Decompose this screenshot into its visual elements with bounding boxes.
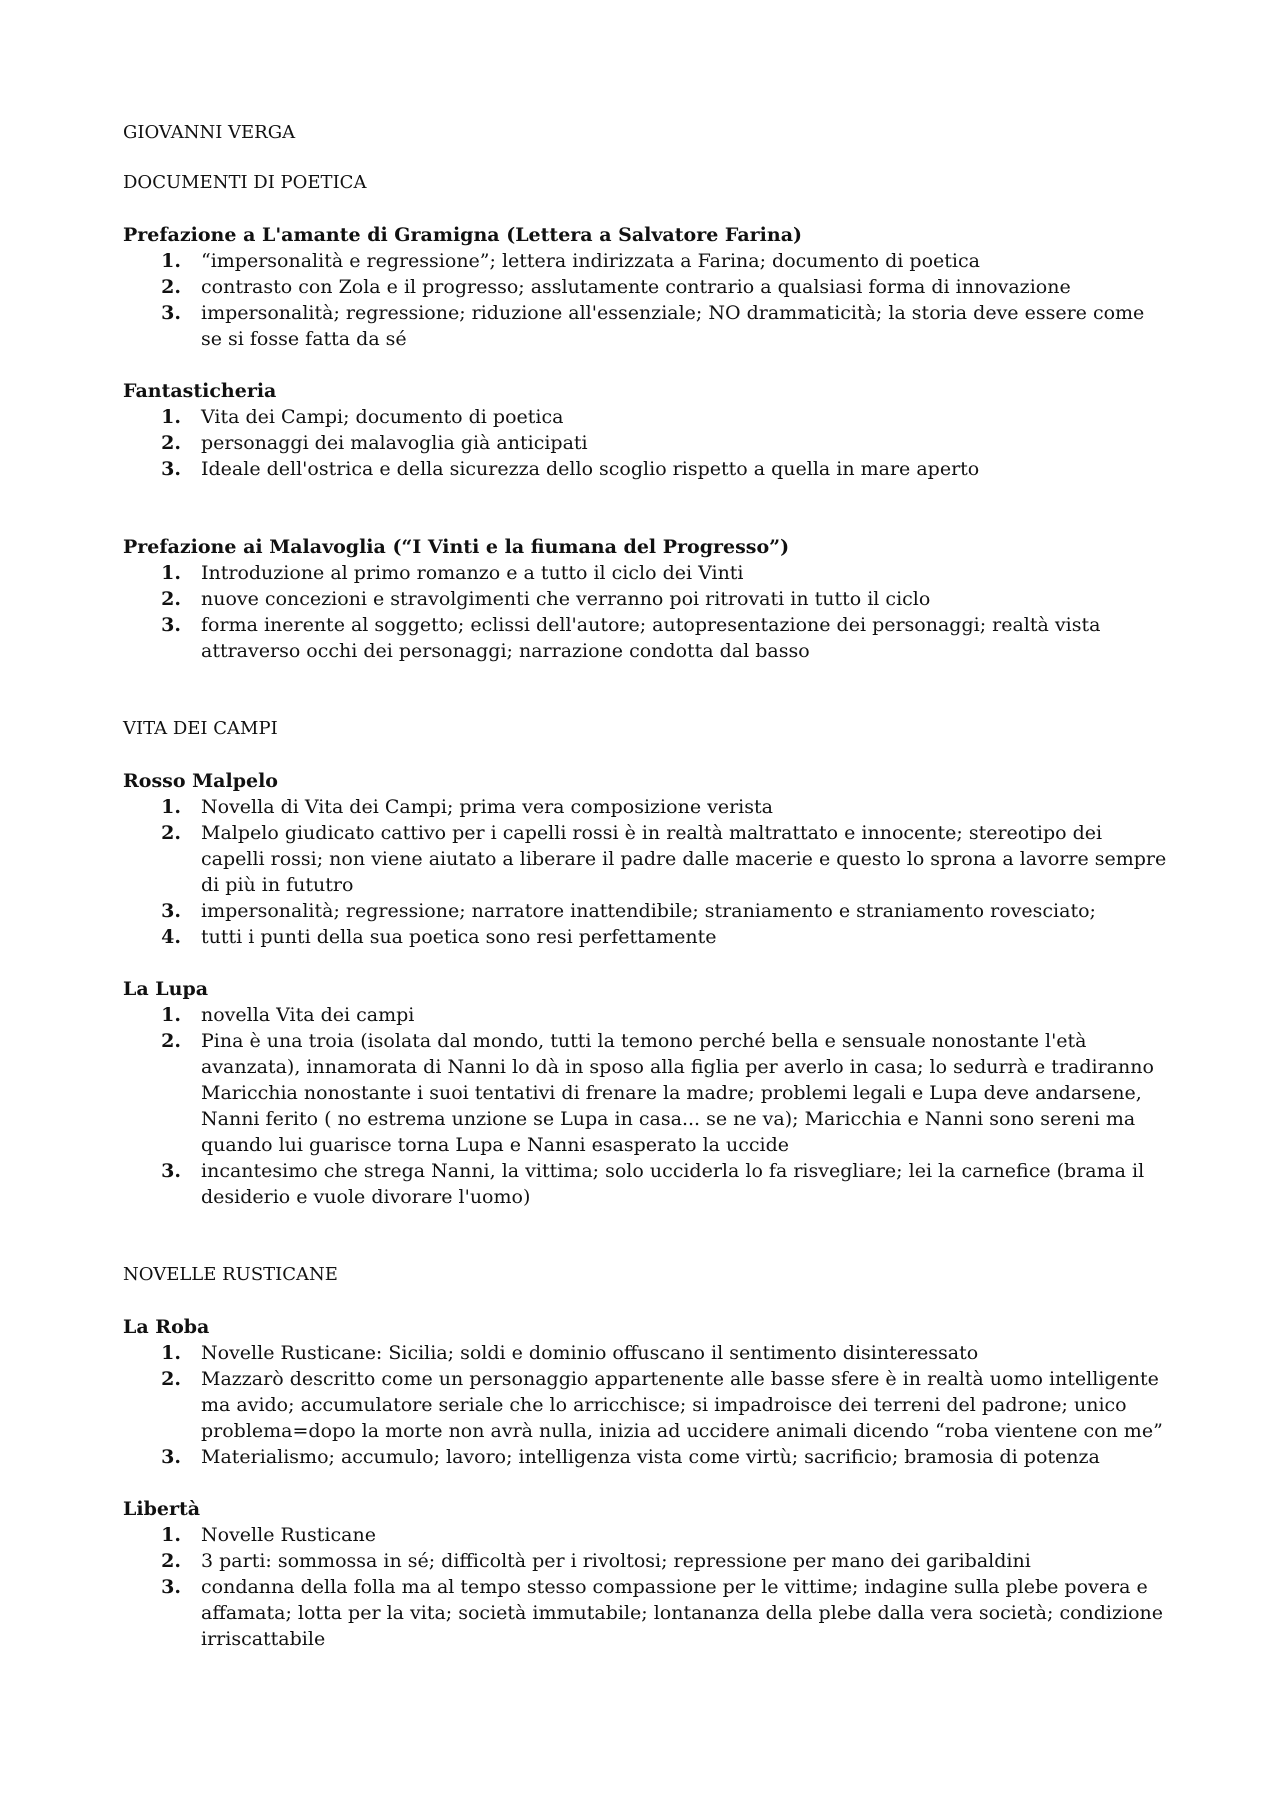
list-item bbox=[123, 1548, 1168, 1574]
work-title: Fantasticheria bbox=[123, 380, 277, 402]
point-list bbox=[123, 404, 1168, 482]
list-item-text: nuove concezioni e stravolgimenti che verranno poi ritrovati in tutto il ciclo bbox=[201, 588, 931, 610]
list-item bbox=[123, 1028, 1168, 1158]
list-item-text: Materialismo; accumulo; lavoro; intelligenza vista come virtù; sacrificio; bramosia di potenza bbox=[201, 1446, 1100, 1468]
list-item-number: 2. bbox=[161, 588, 181, 610]
work-title: Prefazione a L'amante di Gramigna (Lettera a Salvatore Farina) bbox=[123, 224, 803, 246]
section-heading: VITA DEI CAMPI bbox=[123, 718, 278, 739]
list-item bbox=[123, 924, 1168, 950]
list-item bbox=[123, 1002, 1168, 1028]
list-item-number: 2. bbox=[161, 822, 181, 844]
section-heading: NOVELLE RUSTICANE bbox=[123, 1264, 338, 1285]
list-item-text: Novelle Rusticane bbox=[201, 1524, 376, 1546]
section bbox=[123, 716, 1168, 1210]
list-item-text: Pina è una troia (isolata dal mondo, tutti la temono perché bella e sensuale nonostante l'età avanzata), innamorata di Nanni lo dà in sposo alla figlia per averlo in casa; lo sedurrà e tradiranno Maricchia nonostante i suoi tentativi di frenare la madre; problemi legali e Lupa deve andarsene, Nanni ferito ( no estrema unzione se Lupa in casa... se ne va); Maricchia e Nanni sono sereni ma quando lui guarisce torna Lupa e Nanni esasperato la uccide bbox=[201, 1030, 1154, 1156]
work-entry bbox=[123, 976, 1168, 1210]
list-item-number: 1. bbox=[161, 1004, 181, 1026]
list-item-text: Ideale dell'ostrica e della sicurezza dello scoglio rispetto a quella in mare aperto bbox=[201, 458, 980, 480]
list-item bbox=[123, 1366, 1168, 1444]
point-list bbox=[123, 248, 1168, 352]
point-list bbox=[123, 794, 1168, 950]
list-item-number: 2. bbox=[161, 276, 181, 298]
list-item bbox=[123, 586, 1168, 612]
list-item-text: “impersonalità e regressione”; lettera indirizzata a Farina; documento di poetica bbox=[201, 250, 980, 272]
work-entry bbox=[123, 378, 1168, 482]
list-item bbox=[123, 300, 1168, 352]
list-item-number: 1. bbox=[161, 1342, 181, 1364]
work-title: La Lupa bbox=[123, 978, 209, 1000]
list-item-text: tutti i punti della sua poetica sono resi perfettamente bbox=[201, 926, 717, 948]
document-page bbox=[123, 120, 1168, 1680]
list-item-number: 2. bbox=[161, 1368, 181, 1390]
list-item-number: 3. bbox=[161, 302, 181, 324]
list-item bbox=[123, 274, 1168, 300]
point-list bbox=[123, 1002, 1168, 1210]
list-item bbox=[123, 1340, 1168, 1366]
list-item-text: Introduzione al primo romanzo e a tutto il ciclo dei Vinti bbox=[201, 562, 744, 584]
list-item-number: 1. bbox=[161, 250, 181, 272]
work-entry bbox=[123, 1496, 1168, 1652]
section-heading: DOCUMENTI DI POETICA bbox=[123, 172, 367, 193]
work-entry bbox=[123, 1314, 1168, 1470]
list-item bbox=[123, 560, 1168, 586]
work-title: Prefazione ai Malavoglia (“I Vinti e la fiumana del Progresso”) bbox=[123, 536, 790, 558]
list-item-text: Novelle Rusticane: Sicilia; soldi e dominio offuscano il sentimento disinteressato bbox=[201, 1342, 979, 1364]
list-item-text: Mazzarò descritto come un personaggio appartenente alle basse sfere è in realtà uomo intelligente ma avido; accumulatore seriale che lo arricchisce; si impadroisce dei terreni del padrone; unico problema=dopo la morte non avrà nulla, inizia ad uccidere animali dicendo “roba vientene con me” bbox=[201, 1368, 1163, 1442]
list-item-text: forma inerente al soggetto; eclissi dell'autore; autopresentazione dei personaggi; realtà vista attraverso occhi dei personaggi; narrazione condotta dal basso bbox=[201, 614, 1101, 662]
work-entry bbox=[123, 222, 1168, 352]
list-item-number: 1. bbox=[161, 1524, 181, 1546]
list-item-number: 3. bbox=[161, 900, 181, 922]
list-item-number: 1. bbox=[161, 406, 181, 428]
list-item-number: 2. bbox=[161, 1030, 181, 1052]
list-item bbox=[123, 612, 1168, 664]
list-item bbox=[123, 898, 1168, 924]
list-item-text: Novella di Vita dei Campi; prima vera composizione verista bbox=[201, 796, 773, 818]
list-item-number: 3. bbox=[161, 1446, 181, 1468]
list-item-text: incantesimo che strega Nanni, la vittima; solo ucciderla lo fa risvegliare; lei la carnefice (brama il desiderio e vuole divorare l'uomo) bbox=[201, 1160, 1145, 1208]
work-title: Libertà bbox=[123, 1498, 201, 1520]
list-item-text: condanna della folla ma al tempo stesso compassione per le vittime; indagine sulla plebe povera e affamata; lotta per la vita; società immutabile; lontananza della plebe dalla vera società; condizione irriscattabile bbox=[201, 1576, 1164, 1650]
list-item bbox=[123, 248, 1168, 274]
work-entry bbox=[123, 534, 1168, 664]
point-list bbox=[123, 1340, 1168, 1470]
list-item bbox=[123, 1574, 1168, 1652]
list-item bbox=[123, 1444, 1168, 1470]
work-title: Rosso Malpelo bbox=[123, 770, 278, 792]
list-item-number: 3. bbox=[161, 1160, 181, 1182]
list-item-number: 3. bbox=[161, 458, 181, 480]
list-item-number: 1. bbox=[161, 562, 181, 584]
point-list bbox=[123, 1522, 1168, 1652]
list-item bbox=[123, 430, 1168, 456]
list-item-number: 2. bbox=[161, 432, 181, 454]
list-item-text: Vita dei Campi; documento di poetica bbox=[201, 406, 564, 428]
list-item-text: Malpelo giudicato cattivo per i capelli rossi è in realtà maltrattato e innocente; stereotipo dei capelli rossi; non viene aiutato a liberare il padre dalle macerie e questo lo sprona a lavorre sempre di più in fututro bbox=[201, 822, 1167, 896]
list-item bbox=[123, 456, 1168, 482]
list-item-number: 1. bbox=[161, 796, 181, 818]
list-item-number: 2. bbox=[161, 1550, 181, 1572]
list-item bbox=[123, 794, 1168, 820]
list-item-number: 3. bbox=[161, 1576, 181, 1598]
list-item-text: novella Vita dei campi bbox=[201, 1004, 415, 1026]
list-item bbox=[123, 1522, 1168, 1548]
work-title: La Roba bbox=[123, 1316, 210, 1338]
list-item-text: contrasto con Zola e il progresso; asslutamente contrario a qualsiasi forma di innovazione bbox=[201, 276, 1071, 298]
list-item-number: 4. bbox=[161, 926, 181, 948]
list-item-text: 3 parti: sommossa in sé; difficoltà per i rivoltosi; repressione per mano dei garibaldini bbox=[201, 1550, 1031, 1572]
list-item bbox=[123, 820, 1168, 898]
section bbox=[123, 1262, 1168, 1652]
section bbox=[123, 170, 1168, 664]
list-item-text: personaggi dei malavoglia già anticipati bbox=[201, 432, 588, 454]
list-item bbox=[123, 1158, 1168, 1210]
work-entry bbox=[123, 768, 1168, 950]
sections-container bbox=[123, 170, 1168, 1652]
point-list bbox=[123, 560, 1168, 664]
document-title: GIOVANNI VERGA bbox=[123, 122, 296, 143]
list-item bbox=[123, 404, 1168, 430]
list-item-number: 3. bbox=[161, 614, 181, 636]
list-item-text: impersonalità; regressione; narratore inattendibile; straniamento e straniamento rovesciato; bbox=[201, 900, 1096, 922]
list-item-text: impersonalità; regressione; riduzione all'essenziale; NO drammaticità; la storia deve essere come se si fosse fatta da sé bbox=[201, 302, 1145, 350]
